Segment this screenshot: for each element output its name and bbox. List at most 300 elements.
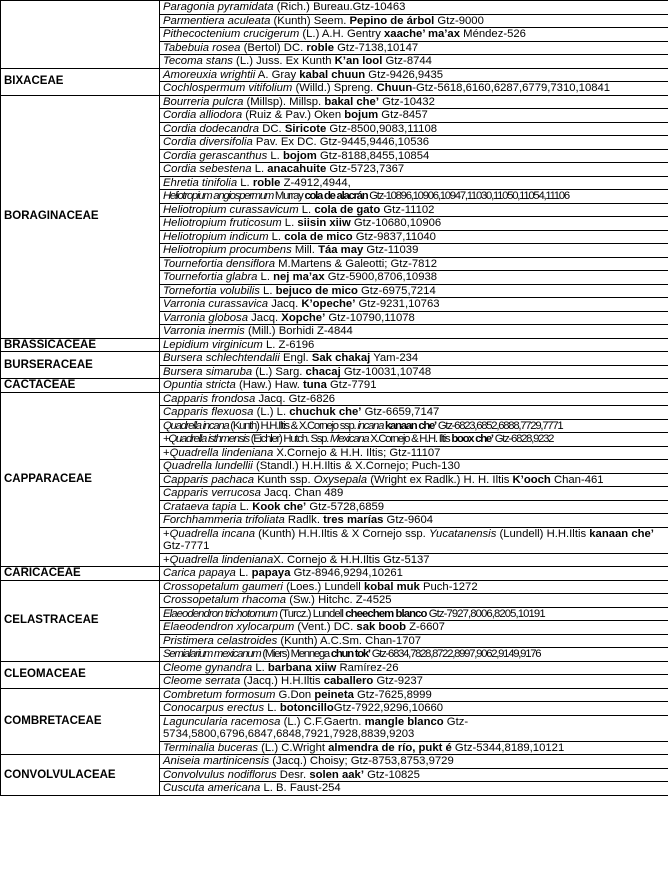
species-line: [163, 28, 526, 40]
authority: Engl.: [279, 352, 312, 364]
authority-secondary: (Lundell) H.H.Iltis: [496, 527, 590, 540]
authority: (Mill.) Borhidi Z-4844: [244, 325, 353, 337]
species-line: [163, 702, 443, 714]
species-entry: [160, 1, 668, 15]
authority: (Miers) Mennega: [260, 648, 331, 660]
family-name: CACTACEAE: [1, 379, 160, 393]
scientific-name: Crossopetalum rhacoma: [163, 594, 287, 606]
species-entry: [160, 392, 668, 406]
common-name: kanaan che’: [589, 527, 654, 540]
species-entry: [160, 68, 668, 82]
plus-mark: +: [163, 433, 169, 445]
species-entry: [160, 82, 668, 96]
authority: L.: [298, 203, 315, 216]
species-line: [163, 406, 439, 418]
species-entry: [160, 163, 668, 177]
authority: (Jacq.) Choisy; Gtz-8753,8753,9729: [269, 755, 454, 767]
scientific-name: Cordia dodecandra: [163, 122, 260, 135]
common-name: Sak chakaj: [311, 352, 371, 364]
common-name: Táa may: [318, 244, 364, 256]
common-name: anacahuite: [267, 163, 327, 175]
common-name: kanaan che’: [383, 419, 436, 432]
common-name: K’ooch: [512, 473, 551, 486]
scientific-name: Combretum formosum: [163, 688, 276, 701]
species-entry: [160, 230, 668, 244]
species-line: [163, 769, 420, 781]
table-row: [1, 379, 668, 393]
species-entry: [160, 648, 668, 662]
scientific-name: Opuntia stricta: [163, 379, 236, 391]
scientific-name: Varronia globosa: [163, 311, 248, 324]
scientific-name: Cuscuta americana: [163, 782, 261, 794]
scientific-name: Cordia diversifolia: [163, 136, 253, 148]
voucher-ref: Gtz-9445,9446,10536: [319, 136, 430, 148]
voucher-ref: Gtz-8500,9083,11108: [326, 122, 438, 135]
authority: L.: [237, 176, 253, 189]
species-entry: [160, 203, 668, 217]
species-line: [163, 608, 545, 620]
voucher-ref: Gtz-5900,8706,10938: [324, 271, 438, 283]
species-entry: [160, 433, 668, 447]
voucher-ref: Gtz-6823,6852,6888,7729,7771: [435, 419, 563, 432]
common-name: tuna: [303, 379, 327, 391]
authority-secondary: X.Cornejo & H.H. Iltis: [368, 433, 452, 445]
scientific-name: Pristimera celastroides: [163, 634, 278, 647]
authority: (Jacq.) H.H.Iltis: [240, 675, 324, 687]
authority: (Sw.) Hitchc. Z-4525: [286, 594, 392, 606]
scientific-name: Capparis frondosa: [163, 392, 256, 405]
common-name: cheechem blanco: [345, 607, 427, 620]
species-entry: [160, 419, 668, 433]
family-name: CARICACEAE: [1, 567, 160, 581]
common-name: K’opeche’: [301, 298, 356, 310]
voucher-ref: Gtz-5723,7367: [326, 163, 405, 175]
family-name: BURSERACEAE: [1, 352, 160, 379]
common-name: roble: [252, 176, 281, 189]
species-entry: [160, 176, 668, 190]
authority: Kunth ssp.: [254, 473, 314, 486]
common-name: tres marías: [323, 514, 384, 526]
authority-secondary: (Wright ex Radlk.) H. H. Iltis: [367, 473, 513, 486]
subspecies-name: Mexicana: [329, 433, 369, 445]
species-entry: [160, 567, 668, 581]
common-name: cola de mico: [284, 230, 353, 243]
common-name: sak boob: [356, 621, 406, 633]
scientific-name: Quadrella incana: [169, 527, 256, 540]
authority: Jacq. Chan 489: [260, 487, 344, 499]
authority: Desr.: [276, 768, 310, 781]
scientific-name: Cordia gerascanthus: [163, 149, 268, 162]
scientific-name: Capparis flexuosa: [163, 406, 254, 418]
voucher-ref: Gtz-5734,5800,6796,6847,6848,7921,7928,8839,9203: [163, 715, 469, 740]
species-line: [163, 648, 540, 660]
species-entry: [160, 284, 668, 298]
species-entry: [160, 782, 668, 796]
family-name: CLEOMACEAE: [1, 661, 160, 688]
authority: (Kunth) H.H.Iltis & X Cornejo ssp.: [255, 527, 429, 540]
voucher-ref: Gtz-7771: [163, 540, 210, 552]
authority: (Kunth) A.C.Sm. Chan-1707: [277, 634, 422, 647]
common-name: chacaj: [305, 365, 341, 378]
voucher-ref: Chan-461: [550, 473, 604, 486]
common-name: mangle blanco: [364, 715, 444, 728]
scientific-name: Cleome gynandra: [163, 661, 253, 674]
species-line: [163, 474, 604, 486]
species-line: [163, 96, 435, 108]
species-line: [163, 15, 484, 27]
species-line: [163, 554, 430, 566]
voucher-ref: Gtz-8946,9294,10261: [290, 567, 403, 579]
common-name: solen aak’: [309, 768, 364, 781]
table-row: [1, 567, 668, 581]
common-name: K’an lool: [334, 55, 383, 67]
species-entry: [160, 553, 668, 567]
species-entry: [160, 580, 668, 594]
family-name: COMBRETACEAE: [1, 688, 160, 755]
authority: (Vent.) DC.: [294, 621, 357, 633]
scientific-name: Crossopetalum gaumeri: [163, 580, 283, 593]
table-row: [1, 338, 668, 352]
voucher-ref: Gtz-6828,9232: [492, 433, 554, 445]
species-entry: [160, 109, 668, 123]
table-row: [1, 68, 668, 82]
voucher-ref: Yam-234: [370, 352, 419, 364]
species-line: [163, 366, 431, 378]
authority: (L.) A.H. Gentry: [299, 28, 384, 40]
species-line: [163, 567, 403, 579]
voucher-ref: Gtz-9231,10763: [355, 298, 440, 310]
scientific-name: Bourreria pulcra: [163, 95, 244, 108]
species-entry: [160, 661, 668, 675]
table-row: [1, 1, 668, 15]
species-entry: [160, 406, 668, 420]
species-line: [163, 69, 443, 81]
species-entry: [160, 460, 668, 474]
authority: (Standl.) H.H.Iltis & X.Cornejo; Puch-130: [252, 460, 461, 472]
voucher-ref: Gtz-10432: [378, 95, 435, 108]
species-line: [163, 109, 428, 121]
scientific-name: Varronia inermis: [163, 325, 245, 337]
species-line: [163, 393, 335, 405]
species-line: [163, 782, 341, 794]
species-entry: [160, 311, 668, 325]
voucher-ref: Gtz-8457: [378, 109, 428, 121]
voucher-ref: Z-4912,4944,: [280, 176, 351, 189]
plus-mark: +: [163, 446, 170, 459]
scientific-name: Quadrella lindeniana: [169, 446, 274, 459]
voucher-ref: Gtz-11039: [363, 244, 419, 256]
scientific-name: Pithecoctenium crucigerum: [163, 28, 300, 40]
voucher-ref: Gtz-10680,10906: [350, 217, 442, 229]
scientific-name: Tournefortia glabra: [163, 271, 258, 283]
species-line: [163, 689, 432, 701]
species-entry: [160, 365, 668, 379]
species-line: [163, 285, 436, 297]
scientific-name: Crataeva tapia: [163, 500, 237, 513]
species-entry: [160, 257, 668, 271]
scientific-name: Cochlospermum vitifolium: [163, 82, 293, 94]
subspecies-name: Oxysepala: [313, 473, 368, 486]
family-name: CONVOLVULACEAE: [1, 755, 160, 796]
scientific-name: Paragonia pyramidata: [163, 1, 274, 13]
species-entry: [160, 95, 668, 109]
species-line: [163, 514, 433, 526]
species-line: [163, 433, 553, 445]
scientific-name: Heliotropium fruticosum: [163, 217, 282, 229]
authority: (Willd.) Spreng.: [292, 82, 377, 94]
species-entry: [160, 55, 668, 69]
species-line: [163, 339, 314, 351]
scientific-name: Ehretia tinifolia: [163, 176, 238, 189]
species-line: [163, 460, 460, 472]
scientific-name: Tornefortia volubilis: [163, 284, 260, 297]
voucher-ref: Gtz-7791: [326, 379, 377, 391]
plus-mark: +: [163, 553, 170, 566]
scientific-name: Cordia alliodora: [163, 109, 243, 121]
family-name: BORAGINACEAE: [1, 95, 160, 338]
voucher-ref: Ramírez-26: [336, 661, 399, 674]
voucher-ref: Gtz-9426,9435: [365, 68, 444, 81]
table-row: [1, 661, 668, 675]
species-entry: [160, 514, 668, 528]
authority: L.: [235, 567, 252, 579]
scientific-name: Heliotropium indicum: [163, 230, 269, 243]
species-line: [163, 742, 564, 754]
authority: L. B. Faust-254: [260, 782, 341, 794]
voucher-ref: Gtz-6834,7828,8722,8997,9062,9149,9176: [369, 648, 541, 660]
authority: L.: [264, 702, 280, 714]
species-line: [163, 662, 398, 674]
voucher-ref: Puch-1272: [419, 580, 478, 593]
subspecies-name: Yucatanensis: [428, 527, 497, 540]
species-entry: [160, 14, 668, 28]
authority: Mill.: [291, 244, 319, 256]
authority: Jacq.: [248, 311, 282, 324]
common-name: xaache’ ma’ax: [384, 28, 461, 40]
species-line: [163, 204, 434, 216]
scientific-name: Cleome serrata: [163, 675, 241, 687]
voucher-ref: Gtz-8744: [382, 55, 432, 67]
table-row: [1, 688, 668, 702]
species-entry: [160, 190, 668, 204]
authority: L.: [257, 271, 274, 283]
scientific-name: Bursera schlechtendalii: [163, 352, 280, 364]
common-name: Chuun: [376, 82, 413, 94]
species-entry: [160, 41, 668, 55]
common-name: peineta: [314, 688, 354, 701]
common-name: bejuco de mico: [275, 284, 358, 297]
authority: (Millsp). Millsp.: [243, 95, 325, 108]
table-row: [1, 352, 668, 366]
species-entry: [160, 755, 668, 769]
species-line: [163, 420, 562, 432]
voucher-ref: Gtz-10896,10906,10947,11030,11050,11054,11106: [367, 190, 569, 202]
authority: (Turcz.) Lundell: [277, 607, 346, 620]
authority: X. Cornejo & H.H.Iltis Gtz-5137: [273, 553, 430, 566]
scientific-name: Quadrella lindeniana: [169, 553, 274, 566]
species-entry: [160, 702, 668, 716]
family-name: [1, 1, 160, 69]
table-row: [1, 95, 668, 109]
common-name: cola de alacrán: [304, 190, 368, 202]
scientific-name: Elaeodendron trichotomum: [163, 607, 278, 620]
scientific-name: Capparis verrucosa: [163, 487, 261, 499]
voucher-ref: Gtz-11102: [380, 203, 435, 216]
species-entry: [160, 379, 668, 393]
common-name: Kook che’: [252, 500, 307, 513]
species-line: [163, 123, 437, 135]
common-name: papaya: [251, 567, 291, 579]
species-line: [163, 447, 440, 459]
voucher-ref: Gtz-7927,8006,8205,10191: [426, 607, 545, 620]
species-line: [163, 190, 569, 202]
voucher-ref: -Gtz-5618,6160,6287,6779,7310,10841: [412, 82, 611, 94]
authority: L.: [267, 149, 283, 162]
common-name: botoncillo: [279, 702, 334, 714]
table-row: [1, 392, 668, 406]
species-line: [163, 244, 418, 256]
table-row: [1, 755, 668, 769]
species-entry: [160, 621, 668, 635]
authority: L. Z-6196: [262, 338, 315, 351]
scientific-name: Tecoma stans: [163, 55, 233, 67]
scientific-name: Cordia sebestena: [163, 163, 252, 175]
voucher-ref: Gtz-10790,11078: [325, 311, 415, 324]
voucher-ref: Gtz-9237: [373, 675, 423, 687]
common-name: bakal che’: [324, 95, 379, 108]
authority: (L.) C.F.Gaertn.: [280, 715, 365, 728]
scientific-name: Heliotropium procumbens: [163, 244, 292, 256]
species-line: [163, 217, 441, 229]
voucher-ref: Gtz-9000: [434, 14, 484, 27]
authority: Radlk.: [284, 514, 324, 526]
scientific-name: Semialarium mexicanum: [163, 648, 261, 660]
species-line: [163, 325, 353, 337]
species-line: [163, 501, 384, 513]
species-table-body: [1, 1, 668, 796]
species-line: [163, 258, 437, 270]
species-entry: [160, 217, 668, 231]
common-name: almendra de río, pukt é: [328, 741, 452, 754]
scientific-name: Quadrella isthmensis: [168, 433, 249, 445]
authority: (Loes.) Lundell: [282, 580, 364, 593]
species-entry: [160, 298, 668, 312]
scientific-name: Laguncularia racemosa: [163, 715, 281, 728]
scientific-name: Aniseia martinicensis: [163, 755, 270, 767]
authority: G.Don: [275, 688, 315, 701]
authority: M.Martens & Galeotti; Gtz-7812: [275, 257, 437, 270]
species-line: [163, 379, 376, 391]
species-line: [163, 163, 404, 175]
species-line: [163, 675, 423, 687]
species-entry: [160, 715, 668, 741]
common-name: chuchuk che’: [289, 406, 362, 418]
common-name: Pepino de árbol: [349, 14, 435, 27]
species-line: [163, 594, 392, 606]
species-line: [163, 487, 343, 499]
species-line: [163, 298, 440, 310]
authority: DC.: [259, 122, 285, 135]
authority: L.: [259, 284, 276, 297]
authority: Jacq. Gtz-6826: [255, 392, 336, 405]
species-entry: [160, 136, 668, 150]
species-entry: [160, 325, 668, 339]
authority: L.: [268, 230, 285, 243]
species-entry: [160, 527, 668, 553]
scientific-name: Parmentiera aculeata: [163, 14, 271, 27]
species-line: [163, 716, 468, 741]
species-entry: [160, 446, 668, 460]
voucher-ref: Gtz-7138,10147: [334, 41, 419, 54]
species-entry: [160, 487, 668, 501]
scientific-name: Amoreuxia wrightii: [163, 68, 256, 81]
scientific-name: Bursera simaruba: [163, 365, 253, 378]
authority: (L.) L.: [253, 406, 290, 418]
voucher-ref: Gtz-9837,11040: [352, 230, 436, 243]
scientific-name: Tournefortia densiflora: [163, 257, 275, 270]
authority: Jacq.: [268, 298, 302, 310]
scientific-name: Heliotropium curassavicum: [163, 203, 299, 216]
species-entry: [160, 607, 668, 621]
common-name: boox che’: [451, 433, 493, 445]
family-name: CELASTRACEAE: [1, 580, 160, 661]
scientific-name: Carica papaya: [163, 567, 236, 579]
scientific-name: Lepidium virginicum: [163, 338, 263, 351]
scientific-name: Forchhammeria trifoliata: [163, 514, 285, 526]
scientific-name: Quadrella lundellii: [163, 460, 253, 472]
authority: (L.) C.Wright: [258, 741, 329, 754]
table-row: [1, 580, 668, 594]
species-entry: [160, 28, 668, 42]
authority: (L.) Juss. Ex Kunth: [232, 55, 335, 67]
common-name: kabal chuun: [299, 68, 366, 81]
family-name: CAPPARACEAE: [1, 392, 160, 567]
authority: (Kunth) H.H.Iltis & X.Cornejo ssp.: [228, 419, 358, 432]
species-line: [163, 312, 415, 324]
voucher-ref: Méndez-526: [460, 28, 526, 40]
authority: (Kunth) Seem.: [270, 14, 350, 27]
common-name: roble: [306, 41, 334, 54]
scientific-name: Convolvulus nodiflorus: [163, 768, 277, 781]
voucher-ref: Gtz-6659,7147: [361, 406, 440, 418]
species-line: [163, 150, 429, 162]
voucher-ref: Gtz-8188,8455,10854: [316, 149, 430, 162]
scientific-name: Conocarpus erectus: [163, 702, 265, 714]
species-entry: [160, 634, 668, 648]
species-entry: [160, 594, 668, 608]
species-line: [163, 1, 405, 13]
authority: L.: [281, 217, 298, 229]
family-name: BIXACEAE: [1, 68, 160, 95]
species-entry: [160, 149, 668, 163]
voucher-ref: Gtz-7922,9296,10660: [333, 702, 444, 714]
common-name: bojom: [282, 149, 317, 162]
authority: X.Cornejo & H.H. Iltis; Gtz-11107: [273, 446, 441, 459]
species-entry: [160, 338, 668, 352]
scientific-name: Varronia curassavica: [163, 298, 269, 310]
scientific-name: Quadrella incana: [163, 419, 229, 432]
common-name: bojum: [344, 109, 379, 121]
authority: (Ruiz & Pav.) Oken: [242, 109, 345, 121]
authority: L.: [251, 163, 268, 175]
species-line: [163, 621, 445, 633]
voucher-ref: Gtz-10031,10748: [340, 365, 432, 378]
species-line: [163, 755, 454, 767]
species-line: [163, 82, 610, 94]
species-line: [163, 352, 418, 364]
species-line: [163, 231, 436, 243]
species-entry: [160, 741, 668, 755]
